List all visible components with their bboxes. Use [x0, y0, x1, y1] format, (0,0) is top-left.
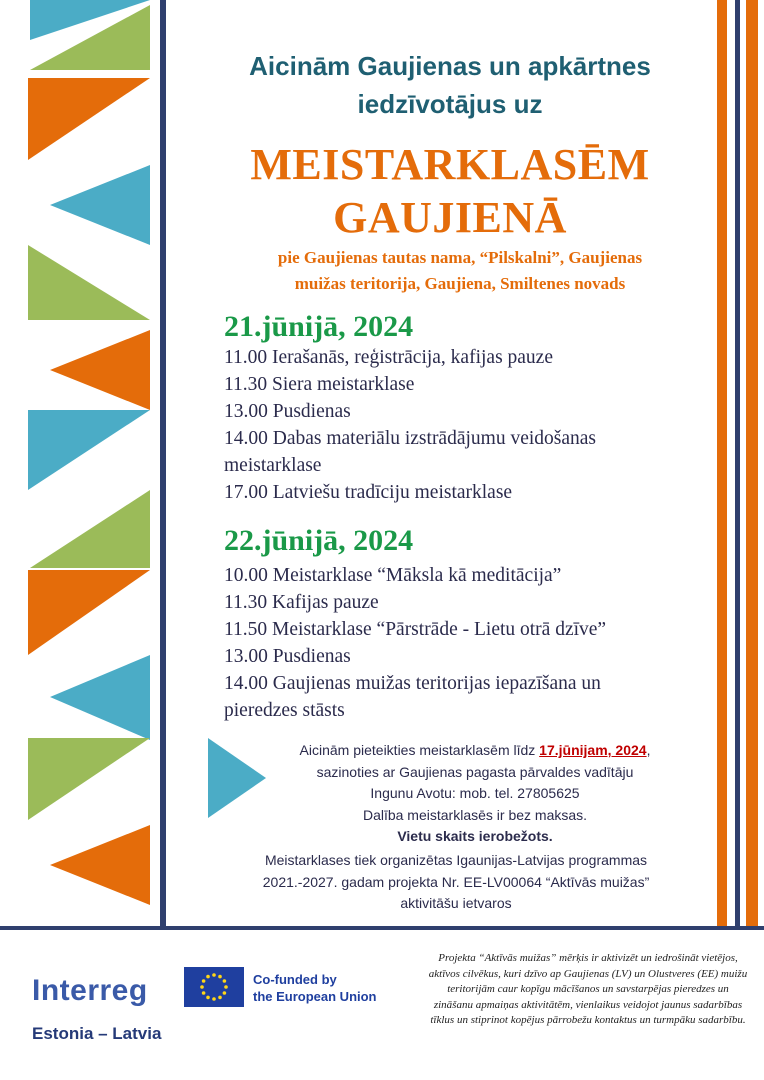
interreg-region: Estonia – Latvia [32, 1024, 162, 1043]
navy-rule-left [160, 0, 166, 928]
programme-line-2: 2021.-2027. gadam projekta Nr. EE-LV00064 “Aktīvās muižas” [262, 873, 650, 890]
schedule-item: 13.00 Pusdienas [224, 646, 351, 667]
schedule-item: 14.00 Gaujienas muižas teritorijas iepazīšana un [224, 673, 601, 694]
project-description: Projekta “Aktīvās muižas” mērķis ir aktivizēt un iedrošināt vietējos, aktīvos cilvēkus, kuri dzīvo ap Gaujienas (LV) un Olustveres (EE) muižu teritorijām caur kopīgu mācīšanos un savstarpējas pieredzes un zināšanu apmaiņas aktivitātēm, vienlaikus veidojot jaunus sadarbības tīklus un stiprinot kopējus pārrobežu kontaktus un turmpāku sadarbību. [428, 952, 748, 1026]
eu-cofunded-text: Co-funded by the European Union [253, 972, 377, 1004]
orange-rule-right-2 [746, 0, 758, 928]
invitation-line-1: Aicinām Gaujienas un apkārtnes [249, 51, 651, 81]
triangle-blue [50, 655, 150, 740]
schedule-item: 11.50 Meistarklase “Pārstrāde - Lietu otrā dzīve” [224, 619, 607, 640]
location-line-1: pie Gaujienas tautas nama, “Pilskalni”, Gaujienas [277, 248, 643, 267]
triangle-orange [50, 825, 150, 905]
invitation-line-2: iedzīvotājus uz [357, 89, 543, 119]
programme-line-1: Meistarklases tiek organizētas Igaunijas-Latvijas programmas [264, 852, 648, 868]
orange-rule-right-1 [717, 0, 727, 928]
schedule-item: meistarklase [224, 455, 322, 476]
schedule-item: 14.00 Dabas materiālu izstrādājumu veidošanas [224, 428, 597, 449]
registration-deadline: 17.jūnijam, 2024 [539, 742, 647, 758]
triangle-green [30, 490, 150, 568]
schedule-item: 13.00 Pusdienas [224, 401, 351, 422]
registration-block [250, 740, 700, 848]
triangle-orange [50, 330, 150, 410]
location-line-2: muižas teritorija, Gaujiena, Smiltenes novads [294, 274, 626, 293]
triangle-green [28, 738, 150, 820]
registration-line-1: Aicinām pieteikties meistarklasēm līdz 17.jūnijam, 2024, [299, 742, 651, 758]
triangle-blue [28, 410, 150, 490]
day2-schedule [224, 562, 714, 724]
title-line-1: MEISTARKLASĒM [250, 140, 650, 189]
title-line-2: GAUJIENĀ [333, 193, 567, 242]
schedule-item: 10.00 Meistarklase “Māksla kā meditācija” [224, 565, 562, 586]
registration-line-2: sazinoties ar Gaujienas pagasta pārvaldes vadītāju [316, 763, 634, 780]
day2-date: 22.jūnijā, 2024 [224, 524, 414, 557]
schedule-item: pieredzes stāsts [224, 700, 345, 721]
decorative-triangle-strip [0, 0, 170, 930]
triangle-orange [28, 78, 150, 160]
day1-date: 21.jūnijā, 2024 [224, 310, 414, 343]
eu-flag-icon [184, 967, 244, 1007]
schedule-item: 17.00 Latviešu tradīciju meistarklase [224, 482, 513, 503]
registration-contact: Ingunu Avotu: mob. tel. 27805625 [370, 785, 580, 801]
programme-block [196, 850, 716, 915]
registration-free: Dalība meistarklasēs ir bez maksas. [362, 806, 588, 823]
schedule-item: 11.00 Ierašanās, reģistrācija, kafijas pauze [224, 347, 553, 368]
triangle-green [28, 245, 150, 320]
triangle-orange [28, 570, 150, 655]
triangle-blue [50, 165, 150, 245]
schedule-item: 11.30 Kafijas pauze [224, 592, 379, 613]
day1-schedule [224, 344, 714, 506]
schedule-item: 11.30 Siera meistarklase [224, 374, 415, 395]
programme-line-3: aktivitāšu ietvaros [400, 895, 512, 911]
navy-rule-right [735, 0, 740, 928]
interreg-logo: Interreg [32, 974, 148, 1007]
registration-limited: Vietu skaits ierobežots. [397, 828, 553, 844]
footer-divider [0, 926, 764, 930]
